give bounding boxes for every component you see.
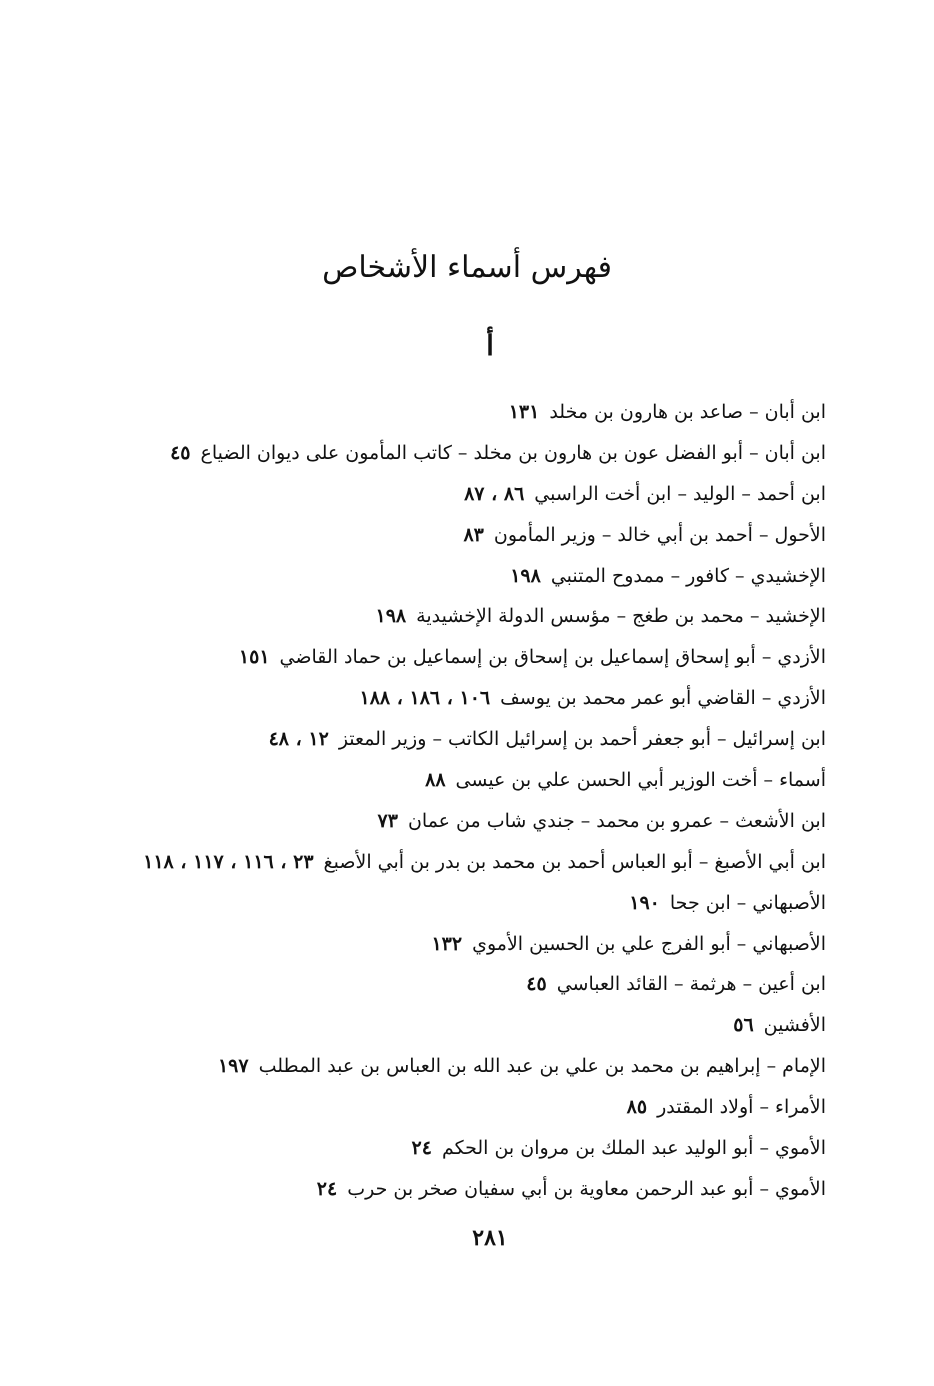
page-title: فهرس أسماء الأشخاص bbox=[322, 250, 612, 285]
index-entry bbox=[86, 515, 826, 556]
entry-pages: ١٢ ، ٤٨ bbox=[268, 728, 329, 751]
entry-pages: ٤٥ bbox=[170, 441, 191, 464]
index-entry bbox=[86, 392, 826, 433]
entry-name: الأزدي – أبو إسحاق إسماعيل بن إسحاق بن إسماعيل بن حماد القاضي bbox=[279, 646, 826, 669]
index-entry bbox=[86, 1046, 826, 1087]
entry-name: ابن أبان – أبو الفضل عون بن هارون بن مخلد – كاتب المأمون على ديوان الضياع bbox=[200, 441, 826, 464]
index-entry bbox=[86, 474, 826, 515]
entry-pages: ٨٨ bbox=[425, 769, 446, 792]
entry-name: الأصبهاني – أبو الفرج علي بن الحسين الأموي bbox=[472, 932, 826, 955]
entry-name: ابن الأشعث – عمرو بن محمد – جندي شاب من عمان bbox=[407, 809, 826, 832]
page-number: ٢٨١ bbox=[472, 1225, 508, 1251]
entry-name: ابن أعين – هرثمة – القائد العباسي bbox=[556, 973, 826, 996]
entry-name: الأفشين bbox=[763, 1014, 826, 1037]
index-entry bbox=[86, 801, 826, 842]
entry-pages: ١٩٧ bbox=[217, 1055, 249, 1078]
index-entry bbox=[86, 760, 826, 801]
entry-name: أسماء – أخت الوزير أبي الحسن علي بن عيسى bbox=[455, 769, 826, 792]
entry-pages: ٢٣ ، ١١٦ ، ١١٧ ، ١١٨ bbox=[143, 850, 314, 873]
entry-pages: ١٠٦ ، ١٨٦ ، ١٨٨ bbox=[359, 687, 491, 710]
entry-name: الأصبهاني – ابن جحا bbox=[669, 891, 826, 914]
entry-pages: ٥٦ bbox=[733, 1014, 754, 1037]
index-entry bbox=[86, 1005, 826, 1046]
entry-pages: ٨٦ ، ٨٧ bbox=[464, 482, 525, 505]
entry-name: الأمراء – أولاد المقتدر bbox=[657, 1096, 826, 1119]
entry-name: الإخشيد – محمد بن طغج – مؤسس الدولة الإخشيدية bbox=[416, 605, 826, 628]
entry-name: الأموي – أبو عبد الرحمن معاوية بن أبي سفيان صخر بن حرب bbox=[347, 1177, 826, 1200]
entry-name: الأموي – أبو الوليد عبد الملك بن مروان بن الحكم bbox=[441, 1137, 826, 1160]
entry-name: ابن أبان – صاعد بن هارون بن مخلد bbox=[549, 401, 826, 423]
entry-pages: ١٣١ bbox=[508, 401, 540, 423]
entry-pages: ٨٣ bbox=[463, 523, 484, 546]
entry-name: ابن إسرائيل – أبو جعفر أحمد بن إسرائيل الكاتب – وزير المعتز bbox=[338, 728, 826, 751]
index-entry bbox=[86, 433, 826, 474]
entry-pages: ٧٣ bbox=[377, 809, 398, 832]
index-entry bbox=[86, 719, 826, 760]
index-entry bbox=[86, 678, 826, 719]
entry-pages: ٢٤ bbox=[411, 1137, 432, 1160]
index-entry bbox=[86, 556, 826, 597]
index-entry bbox=[86, 883, 826, 924]
entry-name: ابن أحمد – الوليد – ابن أخت الراسبي bbox=[534, 482, 826, 505]
index-entry bbox=[86, 596, 826, 637]
entry-name: الأحول – أحمد بن أبي خالد – وزير المأمون bbox=[493, 523, 826, 546]
entry-pages: ١٩٨ bbox=[510, 564, 541, 587]
index-entry bbox=[86, 964, 826, 1005]
index-entry bbox=[86, 1128, 826, 1169]
index-entries-list bbox=[86, 392, 826, 1210]
index-entry bbox=[86, 842, 826, 883]
entry-name: الإخشيدي – كافور – ممدوح المتنبي bbox=[550, 564, 826, 587]
entry-pages: ٢٤ bbox=[316, 1177, 338, 1200]
section-heading-letter: أ bbox=[486, 329, 494, 362]
index-entry bbox=[86, 924, 826, 965]
entry-pages: ٨٥ bbox=[626, 1096, 648, 1119]
index-entry bbox=[86, 1169, 826, 1210]
entry-pages: ١٩٨ bbox=[375, 605, 407, 628]
entry-name: الأزدي – القاضي أبو عمر محمد بن يوسف bbox=[500, 687, 826, 710]
entry-name: الإمام – إبراهيم بن محمد بن علي بن عبد الله بن العباس بن عبد المطلب bbox=[258, 1055, 826, 1078]
entry-pages: ١٥١ bbox=[238, 646, 270, 669]
entry-pages: ١٩٠ bbox=[629, 891, 660, 914]
entry-pages: ١٣٢ bbox=[431, 932, 463, 955]
index-entry bbox=[86, 1087, 826, 1128]
entry-pages: ٤٥ bbox=[526, 973, 547, 996]
entry-name: ابن أبي الأصبغ – أبو العباس أحمد بن محمد بن بدر بن أبي الأصبغ bbox=[323, 850, 826, 873]
index-entry bbox=[86, 637, 826, 678]
